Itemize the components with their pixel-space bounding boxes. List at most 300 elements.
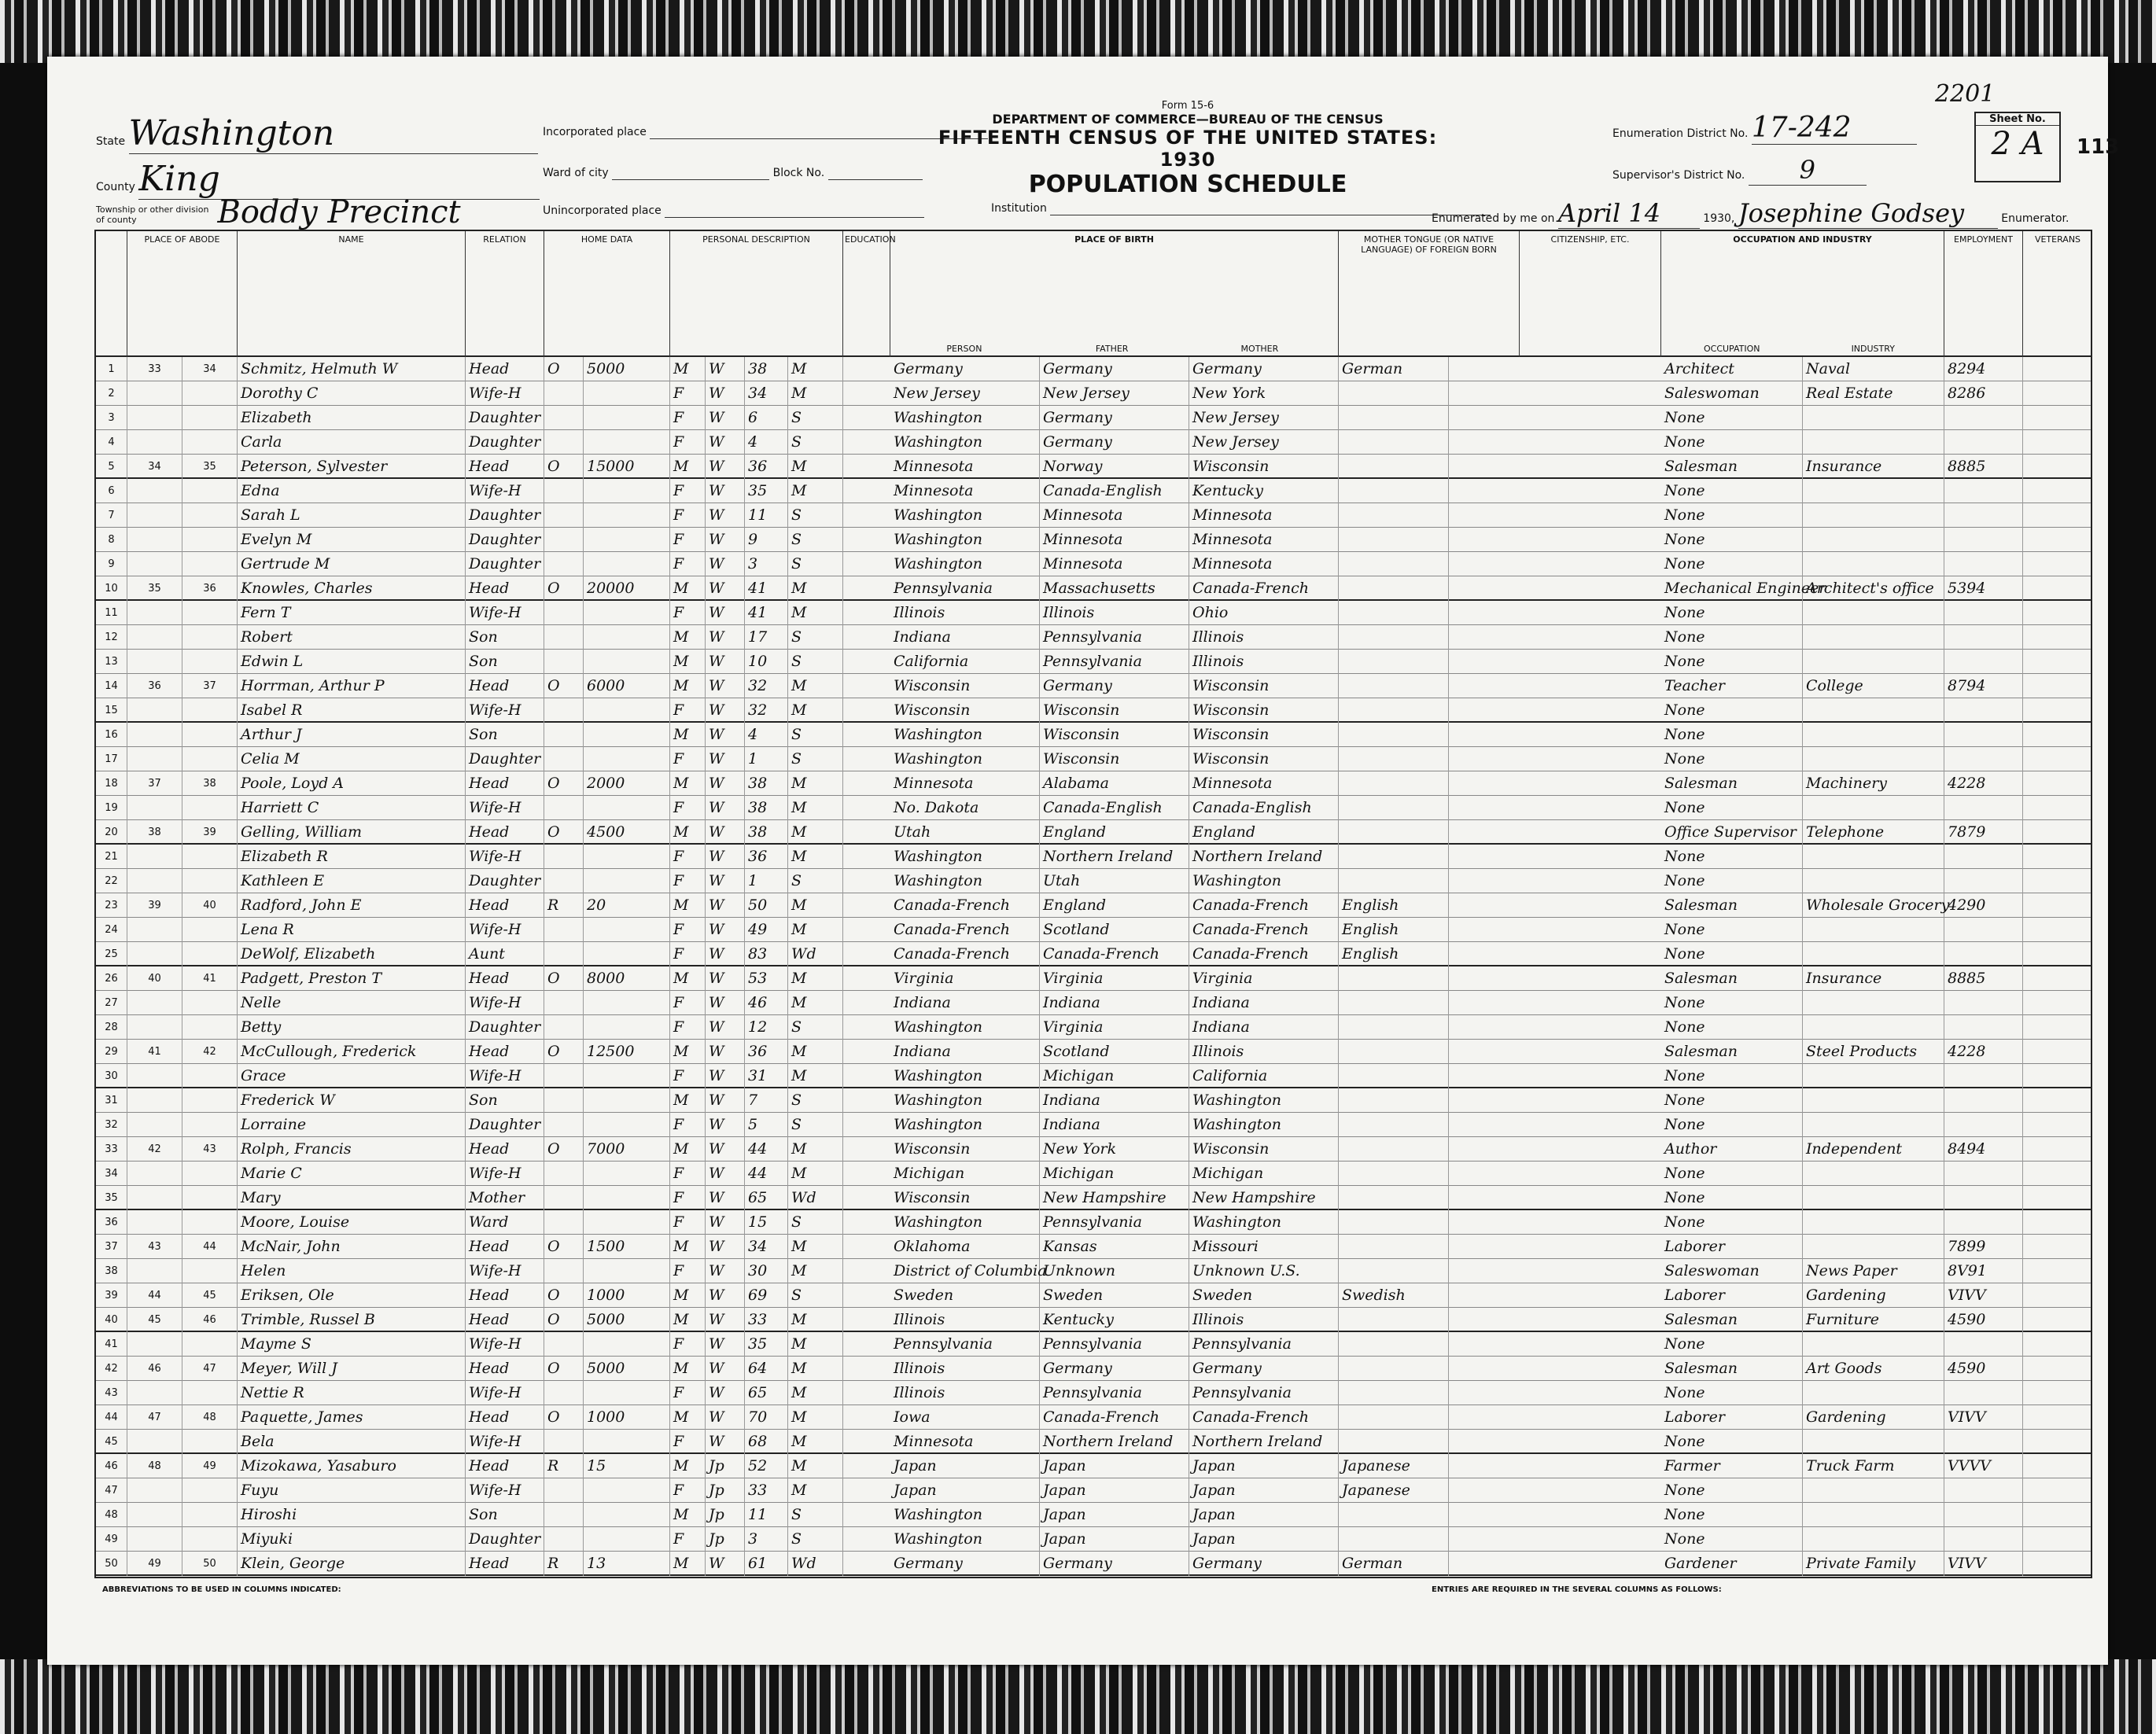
cell-name: Lorraine xyxy=(238,1113,466,1137)
cell-val xyxy=(584,552,670,576)
county-value: King xyxy=(138,159,540,200)
cell-bp: Oklahoma xyxy=(890,1235,1040,1259)
table-row xyxy=(96,1405,2091,1430)
cell-name: Carla xyxy=(238,430,466,455)
cell-race: W xyxy=(706,455,745,479)
cell-age: 4 xyxy=(745,723,788,747)
cell-ind xyxy=(1803,1210,1944,1235)
cell-dw xyxy=(127,723,182,747)
cell-bp: Washington xyxy=(890,1527,1040,1552)
cell-age: 36 xyxy=(745,1040,788,1064)
cell-tongue xyxy=(1339,455,1449,479)
table-row xyxy=(96,1332,2091,1357)
cell-fam: 47 xyxy=(182,1357,238,1381)
cell-n: 45 xyxy=(96,1430,127,1454)
cell-ms: S xyxy=(788,869,843,893)
cell-dw xyxy=(127,1381,182,1405)
cell-fbp: Minnesota xyxy=(1040,503,1189,528)
cell-fbp: Minnesota xyxy=(1040,528,1189,552)
cell-sex: M xyxy=(670,1503,706,1527)
cell-code: VIVV xyxy=(1944,1552,2023,1576)
cell-n: 35 xyxy=(96,1186,127,1210)
table-row xyxy=(96,576,2091,601)
cell-mbp: Pennsylvania xyxy=(1189,1381,1339,1405)
cell-code: 4590 xyxy=(1944,1308,2023,1332)
cell-name: Paquette, James xyxy=(238,1405,466,1430)
sheet-number: 2 A xyxy=(1991,126,2044,162)
cell-val xyxy=(584,1015,670,1040)
cell-fbp: Wisconsin xyxy=(1040,723,1189,747)
cell-age: 1 xyxy=(745,747,788,771)
cell-fbp: Indiana xyxy=(1040,1088,1189,1113)
cell-fbp: Canada-French xyxy=(1040,1405,1189,1430)
cell-fam xyxy=(182,1527,238,1552)
footer xyxy=(94,1582,2092,1645)
col-line xyxy=(96,231,127,357)
cell-dw xyxy=(127,1210,182,1235)
cell-ind: Art Goods xyxy=(1803,1357,1944,1381)
cell-ind xyxy=(1803,845,1944,869)
cell-fam: 34 xyxy=(182,357,238,381)
cell-rel: Wife-H xyxy=(466,1162,544,1186)
cell-val: 12500 xyxy=(584,1040,670,1064)
enumerator-name: Josephine Godsey xyxy=(1738,198,1998,229)
cell-rel: Wife-H xyxy=(466,918,544,942)
cell-fam xyxy=(182,1088,238,1113)
cell-dw xyxy=(127,552,182,576)
col-citizenship: CITIZENSHIP, ETC. xyxy=(1520,231,1661,357)
cell-race: W xyxy=(706,869,745,893)
cell-occ: None xyxy=(1661,430,1803,455)
state-label: State xyxy=(96,135,126,148)
cell-n: 18 xyxy=(96,771,127,796)
cell-val xyxy=(584,918,670,942)
cell-code: 7879 xyxy=(1944,820,2023,845)
cell-code xyxy=(1944,503,2023,528)
ward-field xyxy=(543,167,923,180)
census-table xyxy=(94,230,2092,1578)
cell-race: W xyxy=(706,942,745,966)
cell-bp: New Jersey xyxy=(890,381,1040,406)
cell-code xyxy=(1944,406,2023,430)
cell-fbp: Illinois xyxy=(1040,601,1189,625)
cell-n: 15 xyxy=(96,698,127,723)
cell-age: 69 xyxy=(745,1283,788,1308)
cell-n: 33 xyxy=(96,1137,127,1162)
cell-dw xyxy=(127,406,182,430)
cell-sex: M xyxy=(670,455,706,479)
col-birth-title: PLACE OF BIRTH xyxy=(1074,234,1154,245)
cell-mbp: Missouri xyxy=(1189,1235,1339,1259)
cell-rel: Head xyxy=(466,1405,544,1430)
cell-name: Knowles, Charles xyxy=(238,576,466,601)
cell-occ: None xyxy=(1661,1015,1803,1040)
cell-ms: M xyxy=(788,1308,843,1332)
cell-mbp: Washington xyxy=(1189,1210,1339,1235)
cell-tongue: English xyxy=(1339,942,1449,966)
cell-sex: F xyxy=(670,845,706,869)
cell-sex: F xyxy=(670,1162,706,1186)
cell-rel: Head xyxy=(466,357,544,381)
cell-race: Jp xyxy=(706,1454,745,1478)
table-header xyxy=(96,231,2091,357)
cell-mbp: Japan xyxy=(1189,1527,1339,1552)
cell-n: 28 xyxy=(96,1015,127,1040)
cell-mbp: Washington xyxy=(1189,1088,1339,1113)
cell-fam: 44 xyxy=(182,1235,238,1259)
cell-n: 44 xyxy=(96,1405,127,1430)
cell-sex: F xyxy=(670,601,706,625)
cell-tongue xyxy=(1339,1064,1449,1088)
cell-rel: Wife-H xyxy=(466,479,544,503)
corner-number: 2201 xyxy=(1935,80,1996,108)
cell-code xyxy=(1944,1088,2023,1113)
cell-sex: F xyxy=(670,918,706,942)
cell-rel: Head xyxy=(466,1040,544,1064)
table-row xyxy=(96,747,2091,771)
cell-race: W xyxy=(706,991,745,1015)
cell-bp: Washington xyxy=(890,1210,1040,1235)
cell-mbp: Unknown U.S. xyxy=(1189,1259,1339,1283)
cell-race: Jp xyxy=(706,1527,745,1552)
cell-bp: Germany xyxy=(890,357,1040,381)
cell-code xyxy=(1944,1503,2023,1527)
cell-sex: M xyxy=(670,966,706,991)
cell-ms: M xyxy=(788,1430,843,1454)
cell-n: 21 xyxy=(96,845,127,869)
cell-val: 5000 xyxy=(584,1308,670,1332)
cell-age: 32 xyxy=(745,698,788,723)
cell-code xyxy=(1944,1430,2023,1454)
cell-age: 1 xyxy=(745,869,788,893)
cell-name: Gertrude M xyxy=(238,552,466,576)
cell-ind: Truck Farm xyxy=(1803,1454,1944,1478)
cell-occ: Author xyxy=(1661,1137,1803,1162)
cell-ind xyxy=(1803,796,1944,820)
cell-dw: 34 xyxy=(127,455,182,479)
cell-fbp: Pennsylvania xyxy=(1040,1210,1189,1235)
cell-mbp: Northern Ireland xyxy=(1189,845,1339,869)
cell-rel: Aunt xyxy=(466,942,544,966)
cell-dw: 36 xyxy=(127,674,182,698)
cell-name: Trimble, Russel B xyxy=(238,1308,466,1332)
cell-bp: Japan xyxy=(890,1454,1040,1478)
cell-n: 11 xyxy=(96,601,127,625)
cell-race: W xyxy=(706,479,745,503)
cell-tongue xyxy=(1339,430,1449,455)
institution-field xyxy=(991,202,1491,215)
cell-own: O xyxy=(544,1357,584,1381)
cell-own: R xyxy=(544,893,584,918)
cell-race: W xyxy=(706,1040,745,1064)
cell-code: 4290 xyxy=(1944,893,2023,918)
cell-fbp: Germany xyxy=(1040,1552,1189,1576)
cell-val xyxy=(584,1064,670,1088)
cell-ind xyxy=(1803,528,1944,552)
cell-occ: None xyxy=(1661,479,1803,503)
cell-ind xyxy=(1803,1113,1944,1137)
cell-mbp: England xyxy=(1189,820,1339,845)
cell-ms: S xyxy=(788,747,843,771)
cell-rel: Head xyxy=(466,820,544,845)
cell-bp: Washington xyxy=(890,552,1040,576)
cell-occ: None xyxy=(1661,552,1803,576)
cell-own xyxy=(544,552,584,576)
cell-code xyxy=(1944,1113,2023,1137)
cell-rel: Head xyxy=(466,1308,544,1332)
cell-tongue xyxy=(1339,1405,1449,1430)
cell-fbp: Canada-English xyxy=(1040,479,1189,503)
cell-fbp: Kentucky xyxy=(1040,1308,1189,1332)
cell-sex: M xyxy=(670,1552,706,1576)
cell-dw: 38 xyxy=(127,820,182,845)
cell-fam: 45 xyxy=(182,1283,238,1308)
cell-name: Arthur J xyxy=(238,723,466,747)
cell-n: 25 xyxy=(96,942,127,966)
cell-mbp: Illinois xyxy=(1189,625,1339,650)
col-industry: INDUSTRY xyxy=(1851,344,1895,354)
cell-fbp: Kansas xyxy=(1040,1235,1189,1259)
cell-dw xyxy=(127,991,182,1015)
cell-bp: Indiana xyxy=(890,625,1040,650)
cell-fbp: Minnesota xyxy=(1040,552,1189,576)
cell-n: 26 xyxy=(96,966,127,991)
cell-age: 49 xyxy=(745,918,788,942)
cell-ms: S xyxy=(788,1015,843,1040)
cell-occ: Saleswoman xyxy=(1661,1259,1803,1283)
cell-name: Bela xyxy=(238,1430,466,1454)
title-block xyxy=(912,100,1463,198)
cell-fam xyxy=(182,601,238,625)
cell-rel: Daughter xyxy=(466,406,544,430)
cell-own xyxy=(544,406,584,430)
cell-ind xyxy=(1803,1015,1944,1040)
cell-sex: F xyxy=(670,479,706,503)
cell-mbp: Northern Ireland xyxy=(1189,1430,1339,1454)
cell-tongue: Swedish xyxy=(1339,1283,1449,1308)
cell-tongue xyxy=(1339,1503,1449,1527)
cell-name: Peterson, Sylvester xyxy=(238,455,466,479)
cell-occ: None xyxy=(1661,1478,1803,1503)
cell-n: 10 xyxy=(96,576,127,601)
cell-name: Betty xyxy=(238,1015,466,1040)
cell-ind: Wholesale Grocery xyxy=(1803,893,1944,918)
cell-tongue xyxy=(1339,406,1449,430)
cell-fbp: Indiana xyxy=(1040,1113,1189,1137)
cell-own xyxy=(544,942,584,966)
cell-fam xyxy=(182,796,238,820)
cell-n: 14 xyxy=(96,674,127,698)
cell-code: VIVV xyxy=(1944,1405,2023,1430)
cell-fam xyxy=(182,1064,238,1088)
cell-tongue xyxy=(1339,601,1449,625)
cell-rel: Ward xyxy=(466,1210,544,1235)
cell-mbp: Canada-English xyxy=(1189,796,1339,820)
cell-sex: M xyxy=(670,893,706,918)
cell-fbp: Unknown xyxy=(1040,1259,1189,1283)
cell-rel: Head xyxy=(466,966,544,991)
cell-tongue xyxy=(1339,552,1449,576)
table-row xyxy=(96,1235,2091,1259)
cell-n: 27 xyxy=(96,991,127,1015)
cell-mbp: Indiana xyxy=(1189,991,1339,1015)
cell-ind xyxy=(1803,1162,1944,1186)
cell-tongue xyxy=(1339,869,1449,893)
enum-district-label: Enumeration District No. xyxy=(1612,127,1749,140)
cell-n: 12 xyxy=(96,625,127,650)
cell-age: 35 xyxy=(745,1332,788,1357)
cell-mbp: Wisconsin xyxy=(1189,1137,1339,1162)
cell-rel: Head xyxy=(466,1137,544,1162)
cell-sex: F xyxy=(670,1186,706,1210)
cell-ind xyxy=(1803,1478,1944,1503)
cell-race: W xyxy=(706,1113,745,1137)
cell-dw xyxy=(127,1503,182,1527)
cell-fbp: Canada-English xyxy=(1040,796,1189,820)
cell-fam xyxy=(182,918,238,942)
cell-val xyxy=(584,528,670,552)
cell-ms: M xyxy=(788,893,843,918)
cell-sex: F xyxy=(670,1064,706,1088)
cell-code xyxy=(1944,625,2023,650)
col-home: HOME DATA xyxy=(544,231,670,357)
cell-tongue xyxy=(1339,1137,1449,1162)
cell-fam: 43 xyxy=(182,1137,238,1162)
cell-mbp: Canada-French xyxy=(1189,893,1339,918)
cell-occ: Salesman xyxy=(1661,1040,1803,1064)
cell-race: W xyxy=(706,1552,745,1576)
cell-own: O xyxy=(544,1040,584,1064)
cell-rel: Wife-H xyxy=(466,796,544,820)
cell-age: 44 xyxy=(745,1162,788,1186)
cell-dw xyxy=(127,601,182,625)
cell-ms: Wd xyxy=(788,1552,843,1576)
cell-sex: M xyxy=(670,1308,706,1332)
table-row xyxy=(96,1454,2091,1478)
cell-race: W xyxy=(706,1381,745,1405)
cell-name: Grace xyxy=(238,1064,466,1088)
cell-occ: Salesman xyxy=(1661,771,1803,796)
cell-fam: 46 xyxy=(182,1308,238,1332)
census-title: FIFTEENTH CENSUS OF THE UNITED STATES: 1930 xyxy=(938,127,1438,171)
cell-ms: M xyxy=(788,1040,843,1064)
cell-dw xyxy=(127,503,182,528)
cell-val xyxy=(584,1527,670,1552)
cell-tongue xyxy=(1339,625,1449,650)
table-row xyxy=(96,357,2091,381)
cell-occ: Farmer xyxy=(1661,1454,1803,1478)
cell-rel: Daughter xyxy=(466,503,544,528)
cell-sex: F xyxy=(670,1332,706,1357)
cell-age: 3 xyxy=(745,1527,788,1552)
unincorporated-label: Unincorporated place xyxy=(543,204,662,217)
cell-dw xyxy=(127,869,182,893)
cell-dw xyxy=(127,1015,182,1040)
cell-code: 8885 xyxy=(1944,455,2023,479)
table-row xyxy=(96,430,2091,455)
cell-name: Harriett C xyxy=(238,796,466,820)
cell-name: Schmitz, Helmuth W xyxy=(238,357,466,381)
cell-ms: M xyxy=(788,796,843,820)
enumerated-field xyxy=(1432,198,2069,229)
township-value: Boddy Precinct xyxy=(217,194,524,231)
cell-sex: M xyxy=(670,1137,706,1162)
cell-code xyxy=(1944,1478,2023,1503)
cell-age: 38 xyxy=(745,820,788,845)
cell-dw xyxy=(127,1064,182,1088)
cell-rel: Head xyxy=(466,1357,544,1381)
cell-fam xyxy=(182,430,238,455)
cell-rel: Wife-H xyxy=(466,601,544,625)
department: DEPARTMENT OF COMMERCE—BUREAU OF THE CENSUS xyxy=(992,112,1384,127)
cell-sex: M xyxy=(670,771,706,796)
cell-ind xyxy=(1803,406,1944,430)
cell-dw xyxy=(127,1113,182,1137)
cell-mbp: Virginia xyxy=(1189,966,1339,991)
cell-name: Padgett, Preston T xyxy=(238,966,466,991)
cell-fam xyxy=(182,650,238,674)
col-veterans: VETERANS xyxy=(2034,234,2081,245)
cell-rel: Mother xyxy=(466,1186,544,1210)
cell-ind: Gardening xyxy=(1803,1405,1944,1430)
table-row xyxy=(96,1527,2091,1552)
township-label: Township or other division of county xyxy=(96,204,209,225)
footer-abbreviations: ABBREVIATIONS TO BE USED IN COLUMNS INDICATED: xyxy=(102,1585,341,1594)
cell-tongue xyxy=(1339,1332,1449,1357)
cell-fam: 38 xyxy=(182,771,238,796)
cell-ms: M xyxy=(788,1478,843,1503)
cell-code: 8286 xyxy=(1944,381,2023,406)
table-row xyxy=(96,1357,2091,1381)
cell-dw xyxy=(127,747,182,771)
cell-own xyxy=(544,479,584,503)
cell-tongue xyxy=(1339,1357,1449,1381)
cell-tongue xyxy=(1339,1259,1449,1283)
table-row xyxy=(96,1162,2091,1186)
table-row xyxy=(96,796,2091,820)
cell-mbp: New York xyxy=(1189,381,1339,406)
cell-occ: None xyxy=(1661,1162,1803,1186)
cell-tongue xyxy=(1339,991,1449,1015)
cell-ms: S xyxy=(788,650,843,674)
cell-occ: None xyxy=(1661,698,1803,723)
cell-code: 4590 xyxy=(1944,1357,2023,1381)
cell-bp: Iowa xyxy=(890,1405,1040,1430)
cell-dw: 46 xyxy=(127,1357,182,1381)
cell-bp: Minnesota xyxy=(890,455,1040,479)
cell-val xyxy=(584,1430,670,1454)
cell-fam xyxy=(182,503,238,528)
cell-n: 47 xyxy=(96,1478,127,1503)
cell-val xyxy=(584,1186,670,1210)
col-occupation-group-title: OCCUPATION AND INDUSTRY xyxy=(1733,234,1872,245)
cell-bp: Canada-French xyxy=(890,893,1040,918)
cell-fbp: Virginia xyxy=(1040,1015,1189,1040)
cell-ind xyxy=(1803,1527,1944,1552)
cell-rel: Head xyxy=(466,771,544,796)
cell-tongue xyxy=(1339,1381,1449,1405)
cell-mbp: Kentucky xyxy=(1189,479,1339,503)
cell-own xyxy=(544,1332,584,1357)
cell-name: Horrman, Arthur P xyxy=(238,674,466,698)
cell-fam xyxy=(182,747,238,771)
table-row xyxy=(96,1137,2091,1162)
cell-name: Lena R xyxy=(238,918,466,942)
cell-code xyxy=(1944,1210,2023,1235)
cell-dw: 40 xyxy=(127,966,182,991)
cell-code: 8494 xyxy=(1944,1137,2023,1162)
cell-occ: Salesman xyxy=(1661,966,1803,991)
